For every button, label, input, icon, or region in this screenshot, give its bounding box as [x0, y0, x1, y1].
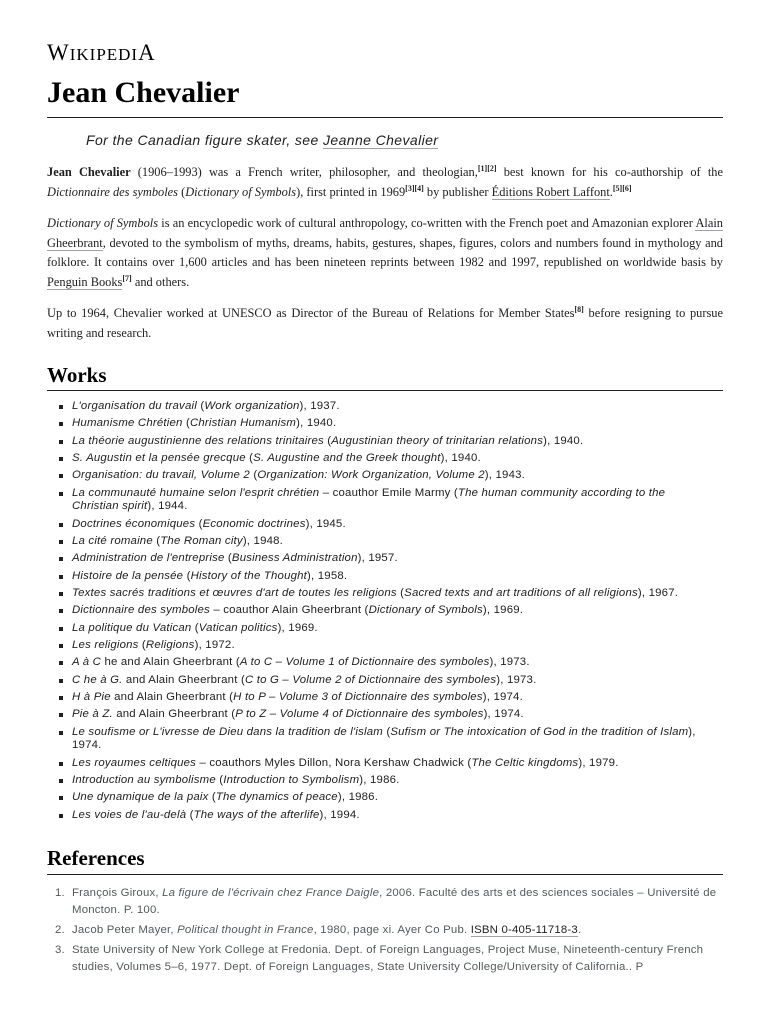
references-divider	[47, 874, 723, 875]
work-title-translation: Work organization	[204, 400, 300, 412]
work-title-translation: The dynamics of peace	[215, 791, 338, 804]
work-connector: (	[224, 552, 232, 565]
reference-text: François Giroux,	[72, 887, 163, 899]
work-year: ), 1986.	[337, 791, 379, 804]
lead-text: (	[178, 184, 186, 199]
work-title-translation: Business Administration	[231, 552, 358, 565]
works-heading: Works	[47, 363, 107, 387]
work-year: ), 1973.	[489, 656, 530, 669]
work-year: ), 1944.	[147, 500, 188, 513]
work-title-original: Histoire de la pensée	[72, 569, 184, 582]
work-year: ), 1957.	[357, 552, 398, 565]
work-title-original: Organisation: du travail, Volume 2	[72, 469, 250, 482]
title-divider	[47, 117, 723, 118]
work-year: ), 1969.	[482, 604, 524, 617]
work-title-original: Doctrines économiques	[72, 517, 196, 530]
work-title-original: Humanisme Chrétien	[72, 417, 183, 430]
work-year: ), 1937.	[299, 400, 340, 412]
work-title-translation: Vatican politics	[198, 621, 278, 634]
work-title-original: La cité romaine	[72, 534, 153, 547]
work-title-translation: Christian Humanism	[189, 417, 297, 430]
coauthor-link[interactable]: Alain Gheerbrant	[47, 216, 723, 250]
hatnote-text: For the Canadian figure skater, see	[86, 132, 323, 148]
works-list-item	[55, 452, 715, 466]
work-connector: and Alain Gheerbrant (	[122, 673, 245, 686]
lead-text: best known for his co-authorship of the	[496, 165, 723, 179]
reference-item	[55, 885, 723, 919]
reference-text: Jacob Peter Mayer,	[72, 924, 178, 936]
citation-link[interactable]: [8]	[574, 304, 584, 314]
work-year: ), 1948.	[242, 534, 284, 547]
work-connector: – coauthors Myles Dillon, Nora Kershaw Chadwick (	[196, 756, 472, 769]
work-title-original: Textes sacrés traditions et œuvres d'art de toutes les religions	[72, 586, 397, 599]
works-list-item	[55, 435, 715, 449]
work-title-translation: P to Z – Volume 4 of Dictionnaire des symboles	[235, 708, 484, 721]
works-list-item	[55, 469, 715, 483]
work-title-translation: Sacred texts and art traditions of all religions	[404, 586, 638, 599]
wordmark-smallcaps: IKIPEDI	[69, 45, 139, 64]
work-title-translation: Sufism or The intoxication of God in the tradition of Islam	[390, 725, 689, 738]
work-connector: (	[183, 569, 191, 582]
reference-number: 1.	[55, 887, 65, 899]
works-list-item	[55, 552, 715, 566]
work-title-original: Dictionnaire des symboles	[72, 604, 210, 617]
works-list-item	[55, 487, 715, 514]
work-title-translation: C to G – Volume 2 of Dictionnaire des symboles	[244, 673, 497, 686]
wordmark-initial: W	[47, 40, 70, 65]
works-list-item	[55, 708, 715, 722]
citation-link[interactable]: [5][6]	[612, 183, 632, 193]
wikipedia-wordmark[interactable]	[47, 40, 156, 66]
work-connector: (	[152, 534, 161, 547]
work-title-original: L'organisation du travail	[72, 400, 197, 412]
work-title-original: Le soufisme or L'ivresse de Dieu dans la tradition de l'islam	[72, 725, 383, 738]
work-connector: (	[186, 808, 194, 821]
lead-text: , devoted to the symbolism of myths, dreams, habits, gestures, shapes, figures, colors and numbers found in mythology and folklore. It contains over 1,600 articles and has been nineteen reprints between 1982 and 1997, republished on worldwide basis by	[47, 235, 723, 269]
references-list	[55, 885, 723, 979]
work-connector: – coauthor Emile Marmy (	[319, 486, 458, 499]
subject-name: Jean Chevalier	[47, 165, 131, 179]
work-year: ), 1940.	[296, 417, 337, 430]
work-title-original: La communauté humaine selon l'esprit chrétien	[72, 486, 320, 499]
work-year: ), 1943.	[484, 469, 526, 482]
work-connector: (	[195, 517, 203, 530]
works-list	[55, 400, 715, 826]
work-title-translation: Religions	[145, 638, 195, 651]
work-title-original: Introduction au symbolisme	[72, 773, 216, 786]
work-title-english: Dictionary of Symbols	[47, 216, 159, 230]
works-list-item	[55, 656, 715, 670]
work-title-original: Pie à Z.	[72, 708, 113, 721]
work-connector: (	[196, 400, 205, 412]
work-title-original: Les religions	[72, 638, 139, 651]
reference-text: , 1980, page xi. Ayer Co Pub.	[313, 924, 471, 936]
work-year: ), 1945.	[305, 517, 346, 530]
work-connector: and Alain Gheerbrant (	[110, 691, 234, 703]
citation-link[interactable]: [7]	[122, 273, 132, 283]
lead-text: (1906–1993) was a French writer, philosopher, and theologian,	[130, 165, 478, 179]
works-list-item	[55, 417, 715, 431]
work-year: ), 1967.	[637, 586, 679, 599]
work-title-original: Administration de l'entreprise	[72, 552, 225, 565]
work-year: ), 1974.	[72, 725, 696, 752]
lead-paragraph-2	[47, 214, 723, 292]
work-year: ), 1958.	[307, 569, 348, 582]
works-list-item	[55, 791, 715, 805]
work-year: ), 1972.	[194, 638, 235, 651]
works-list-item	[55, 604, 715, 618]
works-list-item	[55, 518, 715, 532]
work-title-translation: Introduction to Symbolism	[223, 773, 360, 786]
reference-item	[55, 922, 723, 939]
reference-item	[55, 942, 723, 976]
work-connector: (	[182, 417, 190, 430]
works-list-item	[55, 809, 715, 823]
citation-link[interactable]: [1][2]	[477, 163, 497, 173]
work-year: ), 1940.	[543, 434, 584, 447]
references-heading: References	[47, 846, 145, 870]
work-title-original: Les voies de l'au-delà	[72, 808, 187, 821]
work-year: ), 1986.	[359, 773, 400, 786]
works-list-item	[55, 674, 715, 688]
works-list-item	[55, 757, 715, 771]
work-title-translation: Dictionary of Symbols	[368, 604, 483, 617]
isbn-link[interactable]: ISBN 0-405-11718-3	[470, 924, 578, 936]
reference-title: Political thought in France	[177, 924, 314, 936]
citation-link[interactable]: [3][4]	[405, 183, 424, 193]
lead-text: and others.	[131, 274, 190, 289]
work-connector: – coauthor Alain Gheerbrant (	[209, 604, 369, 617]
work-connector: (	[208, 791, 216, 804]
work-title-translation: Organization: Work Organization, Volume 2	[257, 469, 485, 482]
lead-text: ), first printed in 1969	[296, 184, 406, 199]
lead-text: Up to 1964, Chevalier worked at UNESCO as Director of the Bureau of Relations for Member States	[47, 306, 575, 320]
work-title-translation: A to C – Volume 1 of Dictionnaire des symboles	[239, 656, 490, 669]
works-list-item	[55, 639, 715, 653]
reference-title: La figure de l'écrivain chez France Daigle	[162, 887, 380, 899]
page-title: Jean Chevalier	[47, 76, 240, 109]
lead-text: is an encyclopedic work of cultural anthropology, co-written with the French poet and Amazonian explorer	[158, 216, 696, 230]
work-year: ), 1973.	[496, 673, 537, 686]
publisher-link[interactable]: Éditions Robert Laffont	[491, 184, 610, 199]
works-list-item	[55, 587, 715, 601]
work-year: ), 1940.	[440, 452, 481, 465]
work-title-original: Une dynamique de la paix	[72, 791, 209, 804]
publisher-link[interactable]: Penguin Books	[47, 274, 123, 289]
work-title-translation: History of the Thought	[190, 569, 308, 582]
work-title-french: Dictionnaire des symboles	[47, 184, 178, 199]
work-title-original: Les royaumes celtiques	[72, 756, 197, 769]
work-connector: (	[323, 434, 332, 447]
works-list-item	[55, 400, 715, 414]
lead-text: .	[609, 184, 613, 199]
work-connector: and Alain Gheerbrant (	[112, 708, 236, 721]
work-connector: he and Alain Gheerbrant (	[101, 656, 240, 669]
works-list-item	[55, 691, 715, 705]
hatnote	[86, 132, 438, 148]
work-title-original: S. Augustin et la pensée grecque	[72, 452, 246, 465]
works-list-item	[55, 570, 715, 584]
reference-text: , 2006. Faculté des arts et des sciences sociales – Université de Moncton. P. 100.	[72, 887, 717, 916]
work-year: ), 1969.	[277, 621, 318, 634]
work-title-original: C he à G.	[72, 673, 123, 686]
reference-text: .	[577, 924, 582, 936]
work-title-translation: The human community according to the Christian spirit	[72, 486, 666, 513]
work-year: ), 1994.	[319, 808, 360, 821]
work-year: ), 1974.	[482, 691, 523, 703]
wordmark-final: A	[138, 40, 156, 65]
lead-paragraph-3	[47, 304, 723, 343]
works-list-item	[55, 622, 715, 636]
hatnote-link[interactable]: Jeanne Chevalier	[322, 132, 439, 148]
lead-text: before resigning to pursue writing and research.	[47, 306, 723, 340]
work-connector: (	[396, 586, 405, 599]
work-title-original: La théorie augustinienne des relations trinitaires	[72, 434, 324, 447]
reference-number: 3.	[55, 944, 65, 956]
work-title-translation: H to P – Volume 3 of Dictionnaire des symboles	[233, 691, 483, 703]
works-list-item	[55, 726, 715, 753]
work-title-translation: The Celtic kingdoms	[471, 756, 579, 769]
work-title-translation: The Roman city	[160, 534, 243, 547]
work-title-translation: Augustinian theory of trinitarian relations	[331, 434, 544, 447]
work-title-original: H à Pie	[72, 691, 111, 703]
work-title-original: A à C	[72, 656, 102, 669]
works-list-item	[55, 535, 715, 549]
lead-paragraph-1	[47, 163, 723, 202]
work-year: ), 1974.	[483, 708, 524, 721]
work-title-translation: Economic doctrines	[202, 517, 306, 530]
work-title-translation: The ways of the afterlife	[193, 808, 320, 821]
work-connector: (	[245, 452, 254, 465]
lead-text: by publisher	[423, 184, 492, 199]
works-divider	[47, 390, 723, 391]
work-connector: (	[215, 773, 224, 786]
reference-number: 2.	[55, 924, 65, 936]
work-connector: (	[249, 469, 258, 482]
work-connector: (	[382, 725, 391, 738]
work-title-translation: S. Augustine and the Greek thought	[253, 452, 441, 465]
work-connector: (	[138, 638, 146, 651]
work-connector: (	[191, 621, 199, 634]
work-title-english: Dictionary of Symbols	[185, 184, 297, 199]
reference-text: State University of New York College at Fredonia. Dept. of Foreign Languages, Project Muse, Nineteenth-century French studies, Volumes 5–6, 1977. Dept. of Foreign Languages, State University College/University of California.. P	[72, 944, 704, 973]
work-year: ), 1979.	[578, 756, 619, 769]
works-list-item	[55, 774, 715, 788]
work-title-original: La politique du Vatican	[72, 621, 192, 634]
